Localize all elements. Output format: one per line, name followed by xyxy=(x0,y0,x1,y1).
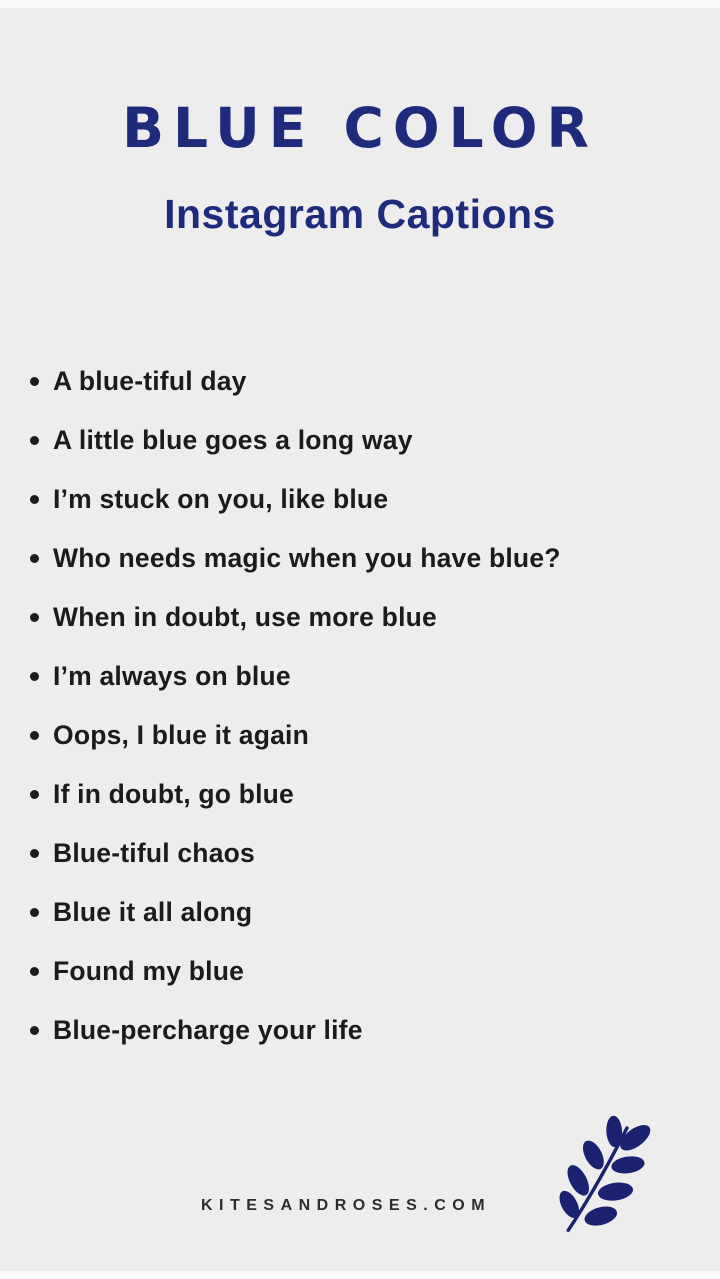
caption-text: I’m stuck on you, like blue xyxy=(53,484,389,514)
caption-text: I’m always on blue xyxy=(53,661,291,691)
bullet-icon xyxy=(30,672,39,681)
bullet-icon xyxy=(30,436,39,445)
list-item xyxy=(30,1001,704,1060)
bullet-icon xyxy=(30,613,39,622)
list-item xyxy=(30,529,704,588)
caption-text: Oops, I blue it again xyxy=(53,720,309,750)
bullet-icon xyxy=(30,495,39,504)
bullet-icon xyxy=(30,731,39,740)
caption-text: Found my blue xyxy=(53,956,245,986)
captions-list xyxy=(30,352,704,1060)
list-item xyxy=(30,942,704,1001)
list-item xyxy=(30,352,704,411)
bullet-icon xyxy=(30,849,39,858)
bullet-icon xyxy=(30,967,39,976)
list-item xyxy=(30,470,704,529)
top-edge xyxy=(0,0,720,8)
leaf-branch-icon xyxy=(548,1108,656,1246)
list-item xyxy=(30,706,704,765)
bullet-icon xyxy=(30,1026,39,1035)
caption-text: Blue it all along xyxy=(53,897,253,927)
website-label: KITESANDROSES.COM xyxy=(200,1197,492,1214)
caption-text: When in doubt, use more blue xyxy=(53,602,437,632)
bullet-icon xyxy=(30,377,39,386)
caption-text: Blue-percharge your life xyxy=(53,1015,363,1045)
list-item xyxy=(30,765,704,824)
list-item xyxy=(30,411,704,470)
list-item xyxy=(30,588,704,647)
caption-text: A little blue goes a long way xyxy=(53,425,413,455)
page-title: BLUE COLOR xyxy=(122,96,598,160)
list-item xyxy=(30,883,704,942)
bullet-icon xyxy=(30,790,39,799)
list-item xyxy=(30,647,704,706)
bullet-icon xyxy=(30,554,39,563)
bullet-icon xyxy=(30,908,39,917)
header xyxy=(0,96,720,237)
caption-text: A blue-tiful day xyxy=(53,366,247,396)
caption-text: Who needs magic when you have blue? xyxy=(53,543,561,573)
page-subtitle: Instagram Captions xyxy=(164,191,556,237)
bottom-edge xyxy=(0,1271,720,1279)
caption-text: If in doubt, go blue xyxy=(53,779,294,809)
list-item xyxy=(30,824,704,883)
caption-text: Blue-tiful chaos xyxy=(53,838,255,868)
